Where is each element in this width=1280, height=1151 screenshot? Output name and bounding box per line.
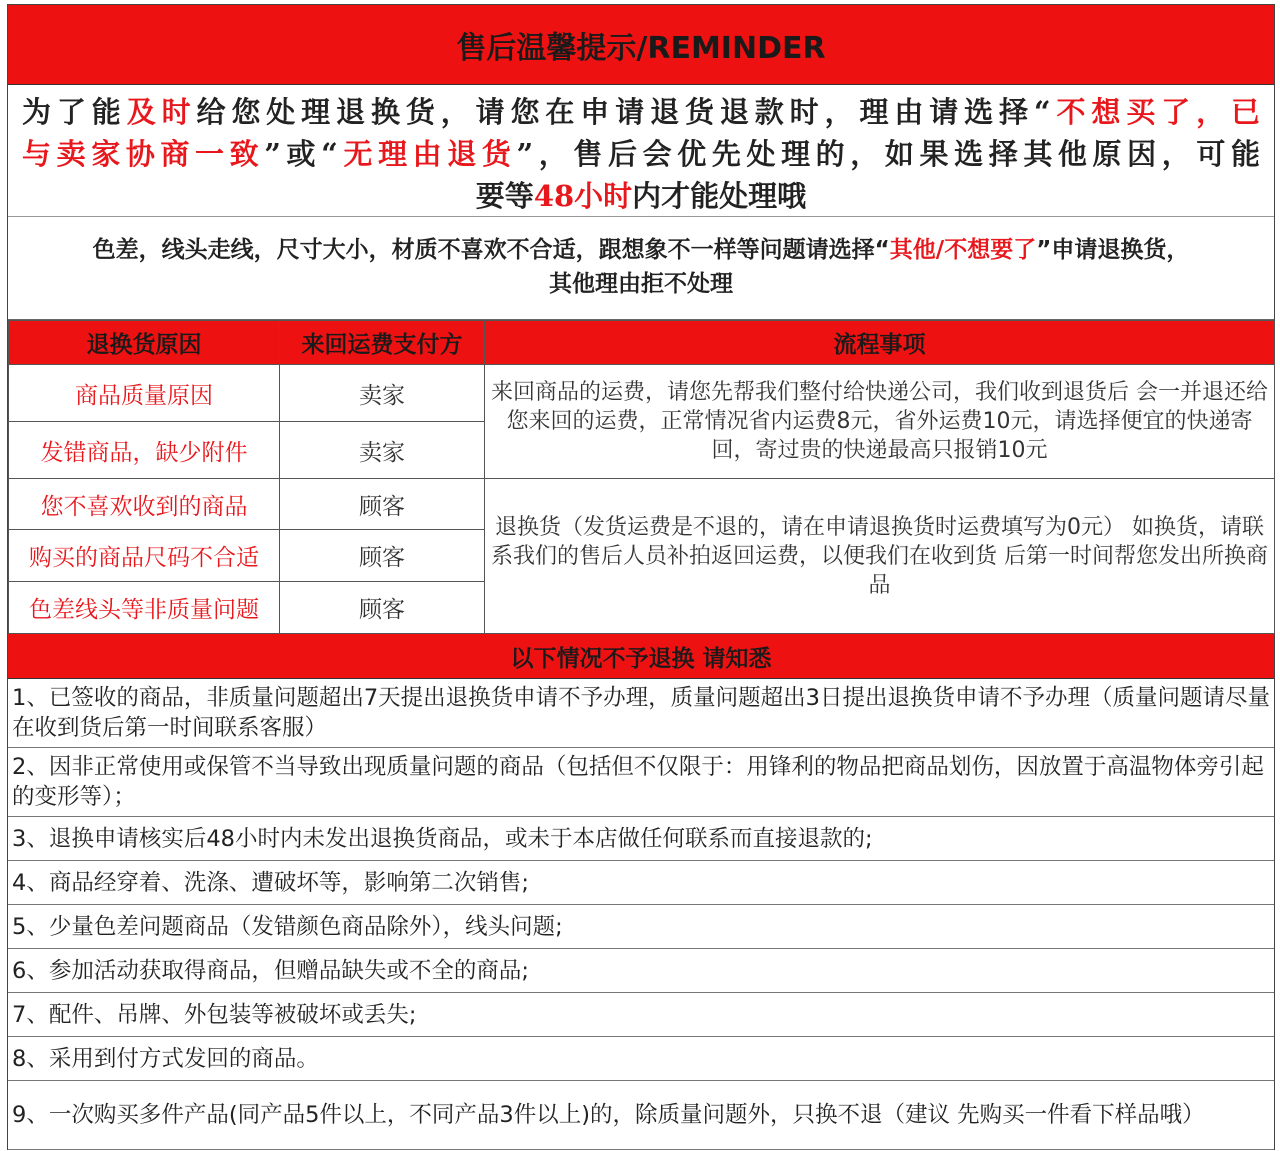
exclusion-item <box>8 949 1274 993</box>
notice-text: 内才能处理哦 <box>632 179 807 213</box>
header-reason: 退换货原因 <box>9 321 280 365</box>
reminder-sheet <box>7 4 1275 1150</box>
exclusion-item <box>8 679 1274 748</box>
reason-cell: 色差线头等非质量问题 <box>9 582 280 634</box>
return-policy-table <box>8 320 1275 634</box>
exclusion-text: 5、少量色差问题商品（发错颜色商品除外），线头问题; <box>12 913 563 940</box>
notice-text: 色差，线头走线，尺寸大小，材质不喜欢不合适，跟想象不一样等问题请选择“ <box>92 237 890 263</box>
exclusion-text: 9、一次购买多件产品(同产品5件以上，不同产品3件以上)的，除质量问题外，只换不退（建议 先购买一件看下样品哦） <box>12 1102 1205 1128</box>
seller-process-cell: 来回商品的运费，请您先帮我们整付给快递公司，我们收到退货后 会一并退还给您来回的运费，正常情况省内运费8元，省外运费10元，请选择便宜的快递寄回，寄过贵的快递最高只报销10元 <box>485 365 1275 479</box>
priority-notice-line-3 <box>22 175 1260 217</box>
reason-selection-line-2: 其他理由拒不处理 <box>549 271 733 297</box>
payer-cell: 顾客 <box>280 479 485 530</box>
exclusion-item <box>8 1037 1274 1081</box>
notice-text: ”或“ <box>264 137 338 171</box>
exclusion-text: 4、商品经穿着、洗涤、遭破坏等，影响第二次销售; <box>12 869 529 896</box>
reason-selection-line-1 <box>14 233 1268 267</box>
header-payer: 来回运费支付方 <box>280 321 485 365</box>
reason-cell: 购买的商品尺码不合适 <box>9 530 280 582</box>
notice-text: ”申请退换货， <box>1036 237 1190 263</box>
notice-text: 为了能 <box>22 95 127 129</box>
exclusion-text: 2、因非正常使用或保管不当导致出现质量问题的商品（包括但不仅限于：用锋利的物品把商品划伤，因放置于高温物体旁引起的变形等）； <box>12 754 1264 810</box>
customer-process-cell: 退换货（发货运费是不退的，请在申请退换货时运费填写为0元） 如换货，请联系我们的售后人员补拍返回运费，以便我们在收到货 后第一时间帮您发出所换商品 <box>485 479 1275 634</box>
priority-notice <box>8 85 1274 217</box>
priority-notice-line-2 <box>22 133 1260 175</box>
table-row <box>9 479 1275 530</box>
exclusion-item <box>8 905 1274 949</box>
payer-cell: 顾客 <box>280 530 485 582</box>
reason-cell: 商品质量原因 <box>9 365 280 422</box>
table-header-row <box>9 321 1275 365</box>
notice-text: 要等 <box>475 179 534 213</box>
exclusion-item <box>8 993 1274 1037</box>
notice-highlight: 不想买了，已 <box>1050 95 1260 129</box>
exclusion-item <box>8 1081 1274 1150</box>
notice-text: 给您处理退换货，请您在申请退货退款时，理由请选择“ <box>196 95 1051 129</box>
page-title: 售后温馨提示/REMINDER <box>8 4 1274 85</box>
exclusions-title: 以下情况不予退换 请知悉 <box>8 634 1274 679</box>
exclusion-text: 6、参加活动获取得商品，但赠品缺失或不全的商品; <box>12 957 529 984</box>
reason-cell: 您不喜欢收到的商品 <box>9 479 280 530</box>
notice-text: ”，售后会优先处理的，如果选择其他原因，可能 <box>516 137 1260 171</box>
payer-cell: 卖家 <box>280 365 485 422</box>
exclusion-item <box>8 861 1274 905</box>
payer-cell: 顾客 <box>280 582 485 634</box>
header-process: 流程事项 <box>485 321 1275 365</box>
exclusion-text: 7、配件、吊牌、外包装等被破坏或丢失; <box>12 1001 417 1028</box>
priority-notice-line-1 <box>22 91 1260 133</box>
table-row <box>9 365 1275 422</box>
reason-cell: 发错商品，缺少附件 <box>9 422 280 479</box>
notice-highlight: 其他/不想要了 <box>889 237 1037 263</box>
notice-highlight: 与卖家协商一致 <box>22 137 265 171</box>
exclusion-text: 1、已签收的商品，非质量问题超出7天提出退换货申请不予办理，质量问题超出3日提出退换货申请不予办理（质量问题请尽量在收到货后第一时间联系客服） <box>12 685 1270 741</box>
exclusion-item <box>8 748 1274 817</box>
exclusion-text: 8、采用到付方式发回的商品。 <box>12 1045 319 1072</box>
exclusion-text: 3、退换申请核实后48小时内未发出退换货商品，或未于本店做任何联系而直接退款的; <box>12 825 873 852</box>
exclusion-item <box>8 817 1274 861</box>
notice-highlight: 及时 <box>126 95 197 129</box>
payer-cell: 卖家 <box>280 422 485 479</box>
reason-selection-notice <box>8 217 1274 320</box>
notice-highlight: 无理由退货 <box>337 137 517 171</box>
notice-highlight: 48小时 <box>533 179 633 213</box>
